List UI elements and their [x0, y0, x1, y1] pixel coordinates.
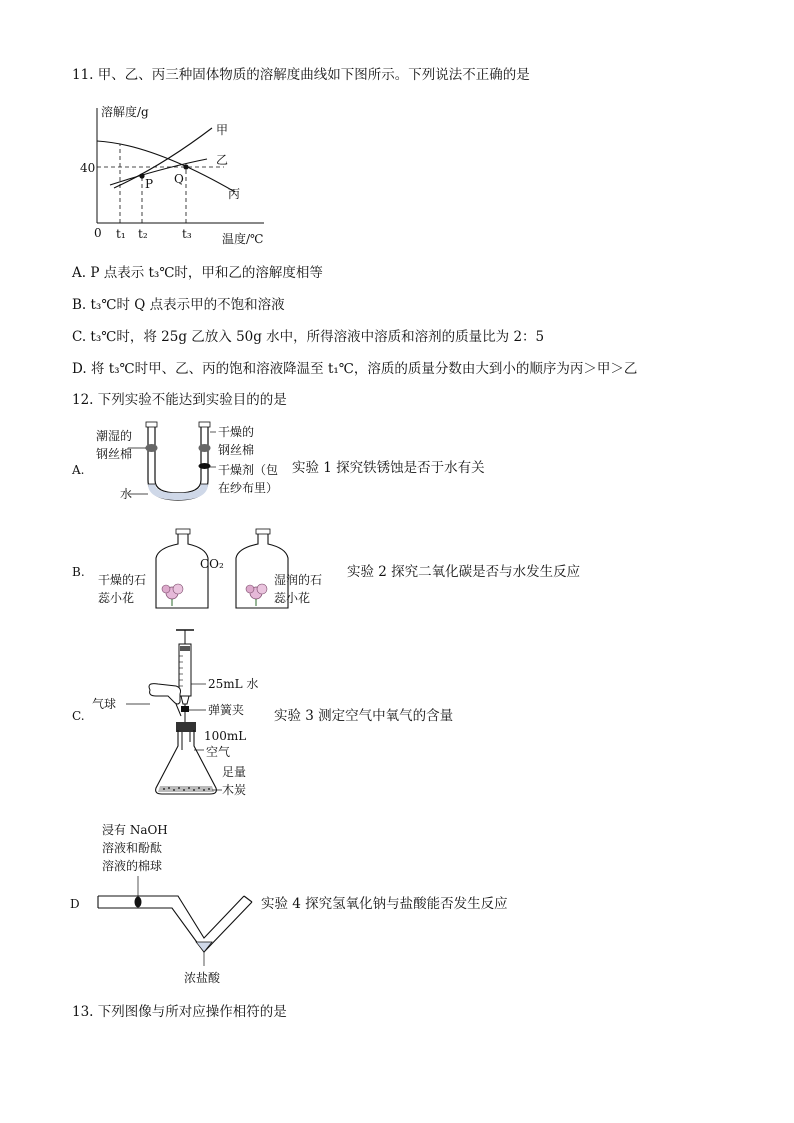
exp-a-right-label-1: 干燥的: [218, 425, 255, 439]
q11-option-c: C. t₃℃时，将 25g 乙放入 50g 水中，所得溶液中溶质和溶剂的质量比为 2：5: [72, 329, 545, 345]
point-q-label: Q: [174, 172, 184, 186]
exp-c-enough-label: 足量: [222, 765, 247, 779]
q11-stem: 11. 甲、乙、丙三种固体物质的溶解度曲线如下图所示。下列说法不正确的是: [72, 67, 530, 83]
exp-d-cotton-label-2: 溶液和酚酞: [102, 841, 163, 855]
curve-yi-label: 乙: [216, 153, 229, 167]
point-p: [139, 173, 144, 178]
exp-a-left-label-1: 潮湿的: [96, 429, 133, 443]
exp-a-letter: A.: [72, 463, 85, 477]
curve-bing-label: 丙: [228, 187, 241, 201]
q11-option-d: D. 将 t₃℃时甲、乙、丙的饱和溶液降温至 t₁℃，溶质的质量分数由大到小的顺序为丙＞甲＞乙: [72, 361, 638, 377]
t2-label: t₂: [138, 227, 148, 241]
exp-b-left-label-2: 蕊小花: [98, 591, 135, 605]
point-p-label: P: [145, 177, 154, 191]
exp-a-water-label: 水: [120, 487, 133, 501]
point-q: [183, 164, 188, 169]
exp-b-co2-label: CO₂: [200, 557, 224, 571]
exp-b-right-label-2: 蕊小花: [274, 591, 311, 605]
exp-d-acid-label: 浓盐酸: [184, 971, 221, 985]
exp-a-desiccant-label-2: 在纱布里）: [218, 481, 279, 495]
exp-b-description: 实验 2 探究二氧化碳是否与水发生反应: [347, 564, 581, 580]
exp-c-clamp-label: 弹簧夹: [208, 703, 245, 717]
dry-litmus-flower: [162, 584, 183, 606]
exp-d-letter: D: [70, 897, 80, 911]
exp-c-volume-label: 100mL: [204, 729, 247, 743]
dry-steel-wool: [199, 444, 211, 452]
q11-option-b: B. t₃℃时 Q 点表示甲的不饱和溶液: [72, 297, 285, 313]
exp-d-cotton-label-3: 溶液的棉球: [102, 859, 163, 873]
t1-label: t₁: [116, 227, 126, 241]
exp-a-right-label-2: 钢丝棉: [218, 443, 255, 457]
curve-bing: [97, 141, 235, 192]
curve-jia-label: 甲: [216, 123, 229, 137]
experiment-b-figure: [68, 528, 348, 612]
t3-label: t₃: [182, 227, 192, 241]
wet-litmus-flower: [246, 584, 267, 606]
desiccant: [199, 463, 211, 469]
experiment-d-figure: [68, 820, 278, 990]
q11-option-a: A. P 点表示 t₃℃时，甲和乙的溶解度相等: [72, 265, 323, 281]
exp-d-cotton-label-1: 浸有 NaOH: [102, 823, 168, 837]
exp-c-description: 实验 3 测定空气中氧气的含量: [274, 708, 454, 724]
wet-steel-wool: [146, 444, 158, 452]
exp-b-letter: B.: [72, 565, 85, 579]
y-axis-label: 溶解度/g: [101, 105, 149, 119]
exp-d-description: 实验 4 探究氢氧化钠与盐酸能否发生反应: [261, 896, 508, 912]
exp-c-water-label: 25mL 水: [208, 677, 259, 691]
origin-label: 0: [94, 226, 102, 240]
exp-c-air-label: 空气: [206, 745, 231, 759]
exp-c-charcoal-label: 木炭: [222, 783, 247, 797]
q12-stem: 12. 下列实验不能达到实验目的的是: [72, 392, 287, 408]
q13-stem: 13. 下列图像与所对应操作相符的是: [72, 1004, 287, 1020]
experiment-a-figure: [68, 418, 308, 508]
experiment-c-figure: [68, 626, 278, 802]
solubility-graph: [72, 96, 282, 252]
exp-a-desiccant-label-1: 干燥剂（包: [218, 463, 279, 477]
x-axis-label: 温度/℃: [222, 232, 264, 246]
curve-yi: [110, 159, 207, 185]
cotton-ball: [135, 897, 142, 908]
exp-c-balloon-label: 气球: [92, 697, 117, 711]
exp-b-left-label-1: 干燥的石: [98, 573, 147, 587]
exp-a-description: 实验 1 探究铁锈蚀是否于水有关: [292, 460, 485, 476]
exp-c-letter: C.: [72, 709, 85, 723]
y-tick-40: 40: [80, 161, 96, 175]
exp-a-left-label-2: 钢丝棉: [96, 447, 133, 461]
exp-b-right-label-1: 湿润的石: [274, 573, 323, 587]
